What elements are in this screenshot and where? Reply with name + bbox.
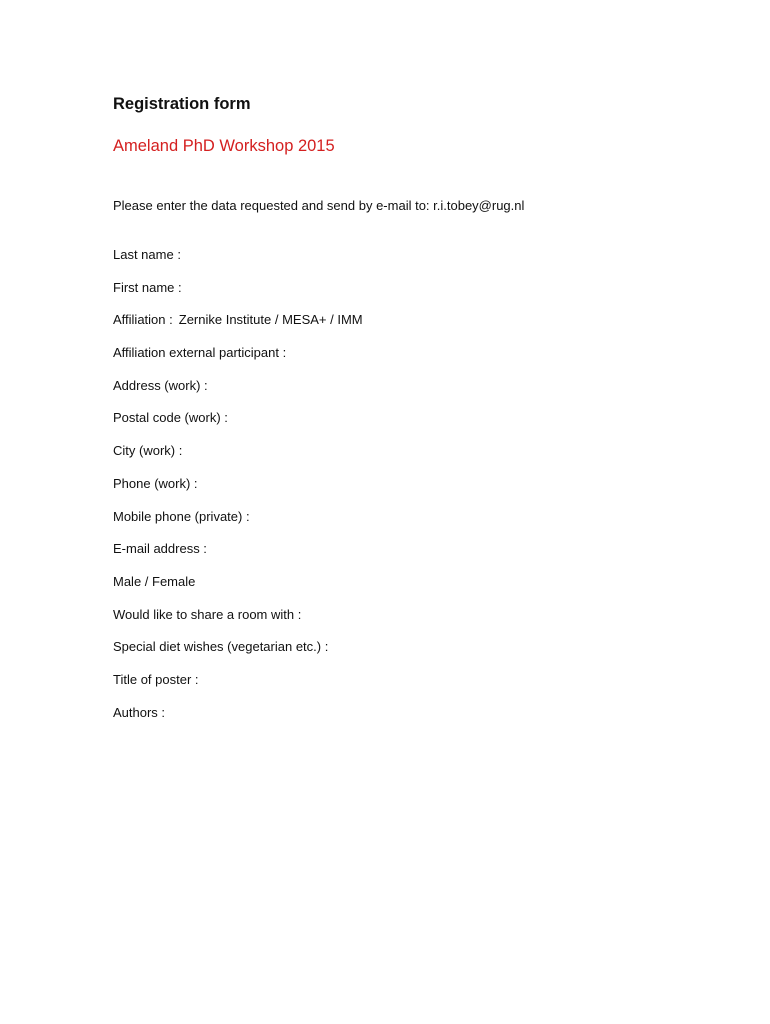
field-last-name bbox=[113, 246, 713, 264]
field-label: Male / Female bbox=[113, 573, 196, 589]
field-label: Last name : bbox=[113, 247, 181, 262]
document-content bbox=[113, 93, 713, 736]
field-label: Affiliation external participant : bbox=[113, 345, 287, 361]
field-postal-code-work bbox=[113, 409, 713, 427]
field-share-room bbox=[113, 606, 713, 624]
field-label: Address (work) : bbox=[113, 377, 208, 393]
field-address-work bbox=[113, 377, 713, 395]
field-authors bbox=[113, 704, 713, 722]
field-label: Would like to share a room with : bbox=[113, 606, 302, 622]
field-label: Authors : bbox=[113, 704, 166, 720]
field-value: Zernike Institute / MESA+ / IMM bbox=[178, 312, 363, 328]
registration-fields bbox=[113, 246, 713, 722]
field-label: Title of poster : bbox=[113, 671, 199, 687]
field-diet bbox=[113, 638, 713, 656]
document-title: Registration form bbox=[113, 95, 251, 113]
field-poster-title bbox=[113, 671, 713, 689]
field-mobile-phone bbox=[113, 508, 713, 526]
field-label: Mobile phone (private) : bbox=[113, 508, 250, 524]
field-affiliation bbox=[113, 311, 713, 329]
field-phone-work bbox=[113, 475, 713, 493]
field-gender bbox=[113, 573, 713, 591]
field-label: Postal code (work) : bbox=[113, 410, 228, 426]
field-affiliation-external bbox=[113, 344, 713, 362]
field-label: First name : bbox=[113, 279, 182, 295]
field-first-name bbox=[113, 279, 713, 297]
field-label: E-mail address : bbox=[113, 541, 207, 557]
field-label: Affiliation : bbox=[113, 312, 173, 328]
field-email bbox=[113, 540, 713, 558]
field-city-work bbox=[113, 442, 713, 460]
event-title: Ameland PhD Workshop 2015 bbox=[113, 137, 335, 155]
field-label: Phone (work) : bbox=[113, 475, 198, 491]
field-label: Special diet wishes (vegetarian etc.) : bbox=[113, 639, 329, 655]
instructions-text: Please enter the data requested and send by e-mail to: r.i.tobey@rug.nl bbox=[113, 198, 525, 213]
field-label: City (work) : bbox=[113, 443, 183, 459]
